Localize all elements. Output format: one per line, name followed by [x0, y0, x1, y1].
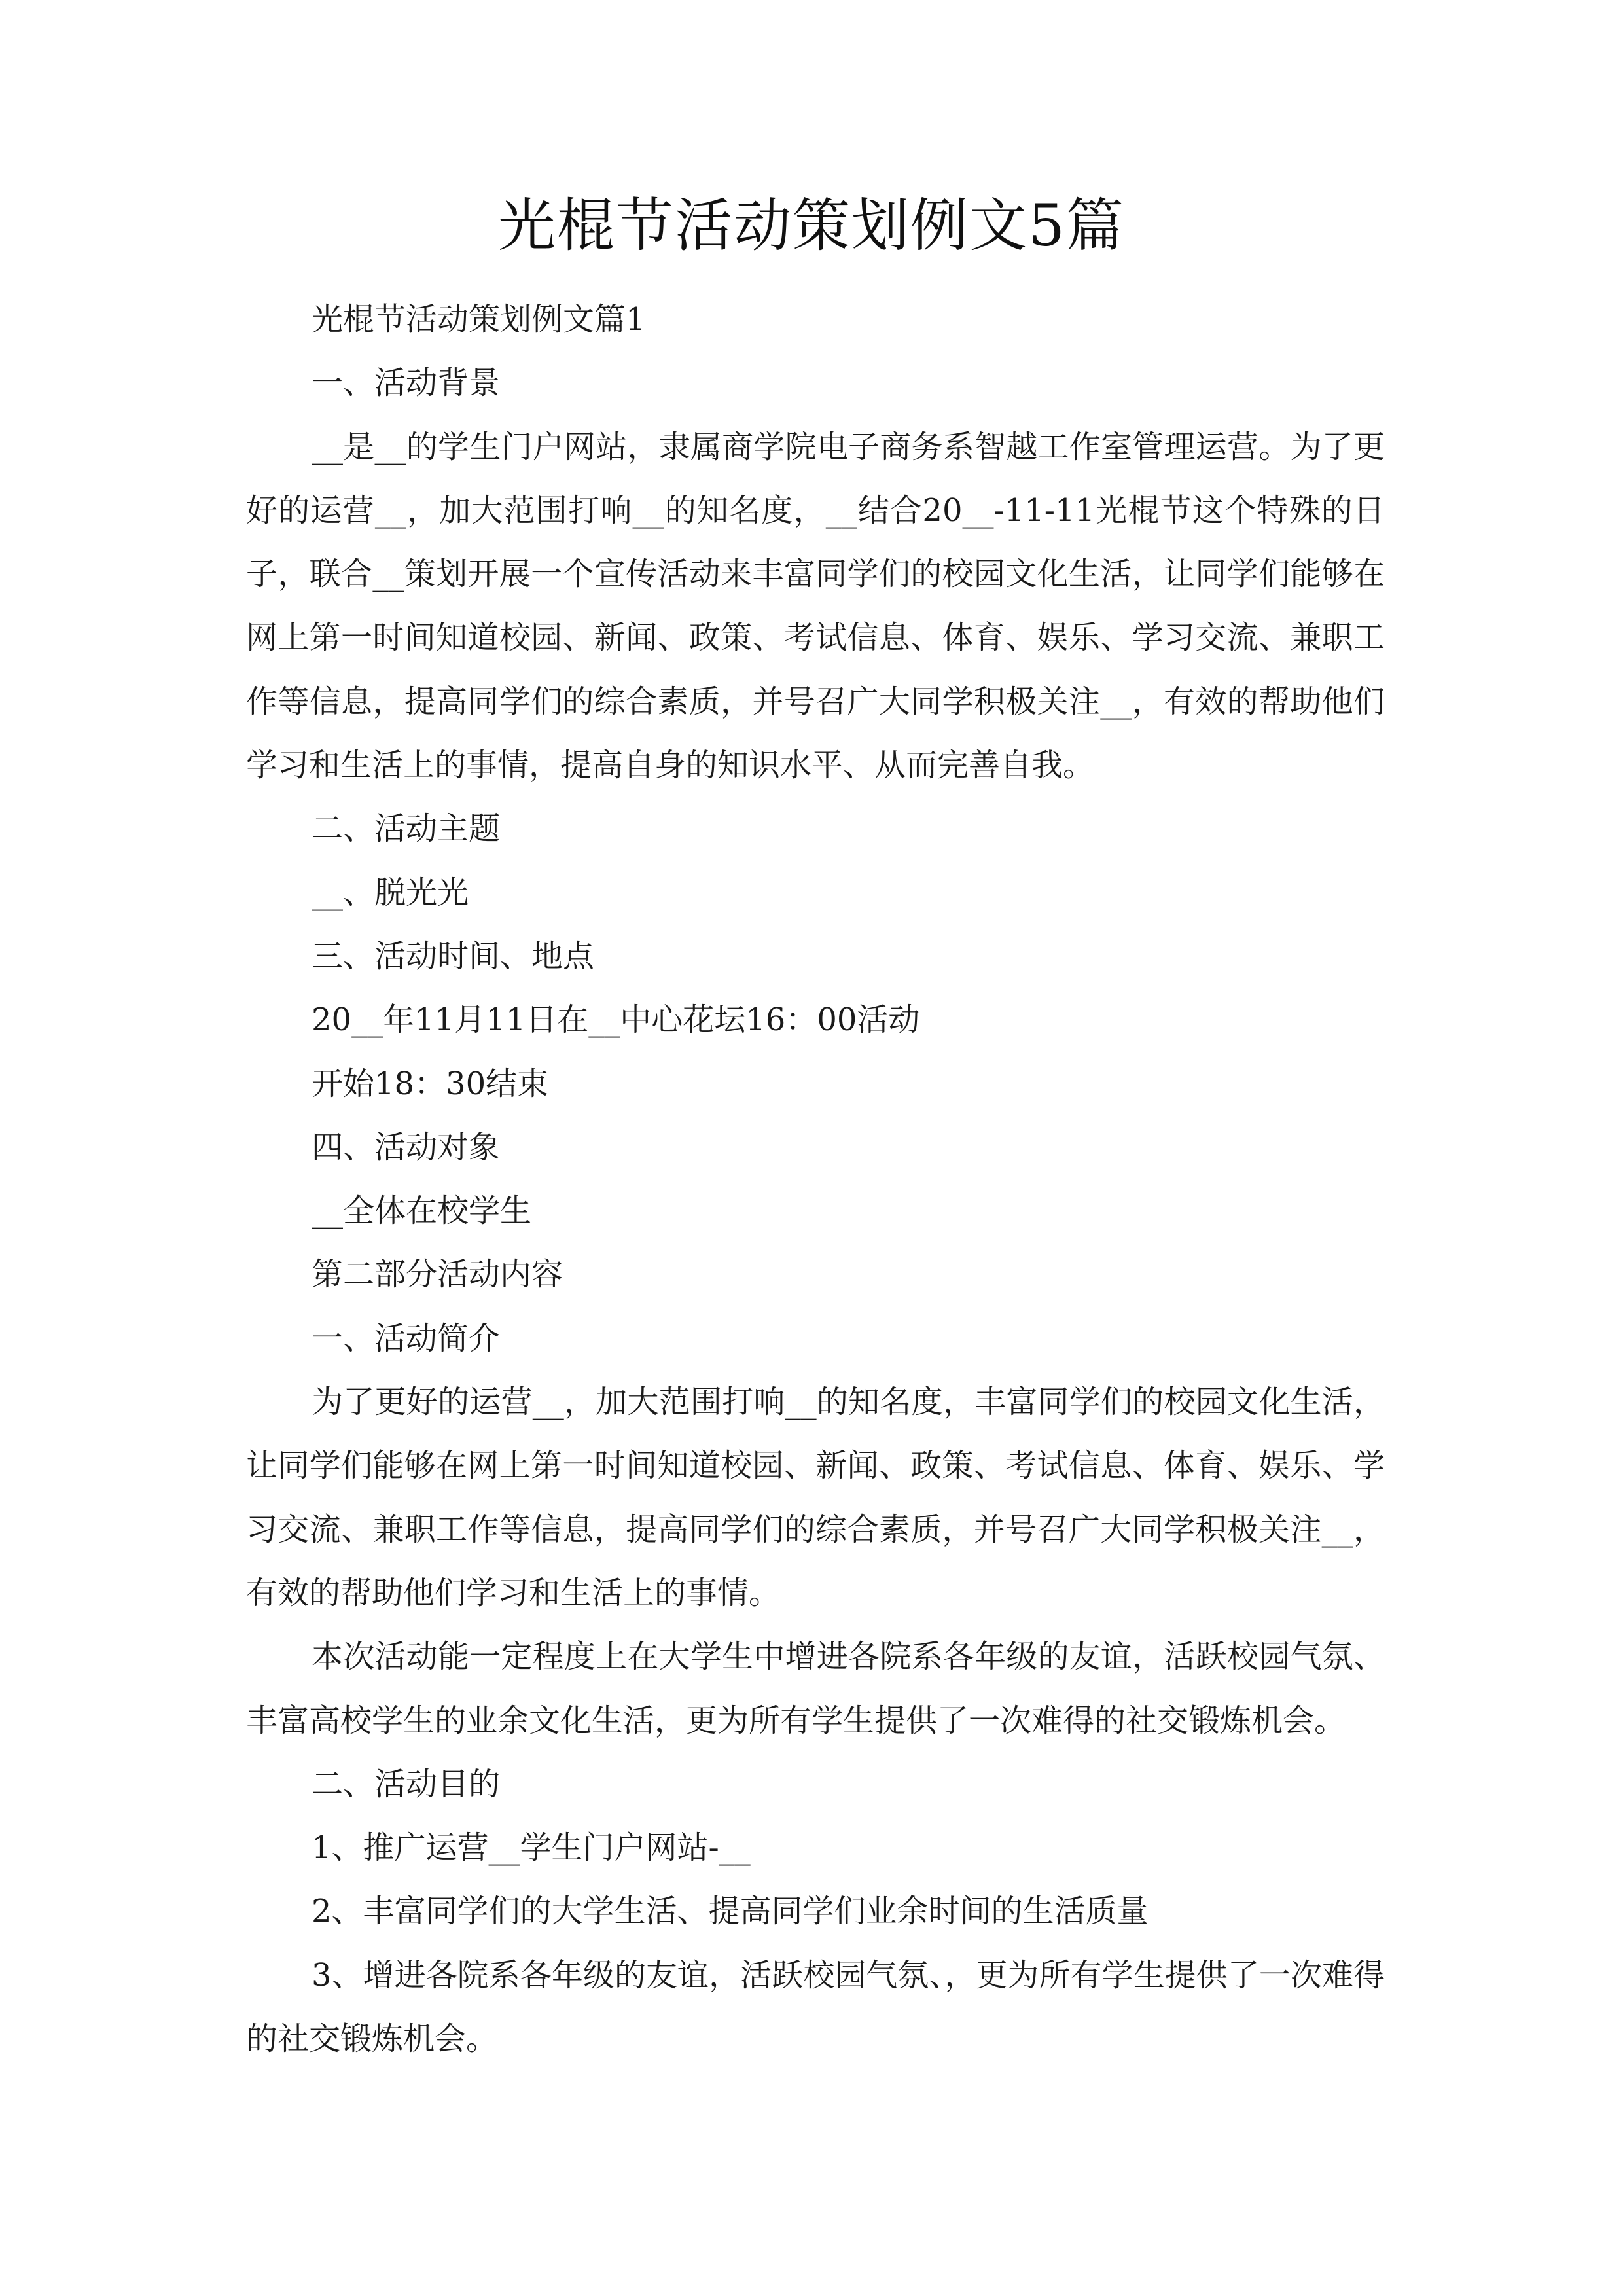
- document-title: 光棍节活动策划例文5篇: [498, 192, 1125, 259]
- subsection-heading: 二、活动目的: [312, 1765, 501, 1803]
- subsection-heading: 四、活动对象: [312, 1128, 501, 1166]
- paragraph: __全体在校学生: [312, 1193, 532, 1230]
- list-item: 1、推广运营__学生门户网站-__: [312, 1829, 751, 1867]
- paragraph: 开始18：30结束: [312, 1065, 549, 1102]
- list-item: 3、增进各院系各年级的友谊，活跃校园气氛、，更为所有学生提供了一次难得的社交锻炼机会。: [246, 1956, 1385, 2058]
- paragraph: 本次活动能一定程度上在大学生中增进各院系各年级的友谊，活跃校园气氛、丰富高校学生的业余文化生活，更为所有学生提供了一次难得的社交锻炼机会。: [246, 1638, 1385, 1739]
- subsection-heading: 三、活动时间、地点: [312, 937, 595, 975]
- subsection-heading: 二、活动主题: [312, 810, 501, 848]
- list-item: 2、丰富同学们的大学生活、提高同学们业余时间的生活质量: [312, 1893, 1149, 1930]
- paragraph: 20__年11月11日在__中心花坛16：00活动: [312, 1001, 920, 1039]
- document-body: [246, 288, 1385, 2071]
- paragraph: __、脱光光: [312, 874, 469, 911]
- paragraph: __是__的学生门户网站，隶属商学院电子商务系智越工作室管理运营。为了更好的运营__，加大范围打响__的知名度，__结合20__-11-11光棍节这个特殊的日子，联合__策划开展一个宣传活动来丰富同学们的校园文化生活，让同学们能够在网上第一时间知道校园、新闻、政策、考试信息、体育、娱乐、学习交流、兼职工作等信息，提高同学们的综合素质，并号召广大同学积极关注__，有效的帮助他们学习和生活上的事情，提高自身的知识水平、从而完善自我。: [246, 428, 1385, 784]
- section-heading: 光棍节活动策划例文篇1: [312, 301, 646, 338]
- paragraph: 为了更好的运营__，加大范围打响__的知名度，丰富同学们的校园文化生活，让同学们能够在网上第一时间知道校园、新闻、政策、考试信息、体育、娱乐、学习交流、兼职工作等信息，提高同学们的综合素质，并号召广大同学积极关注__，有效的帮助他们学习和生活上的事情。: [246, 1384, 1385, 1611]
- subsection-heading: 一、活动背景: [312, 365, 501, 402]
- section-heading: 第二部分活动内容: [312, 1256, 563, 1293]
- subsection-heading: 一、活动简介: [312, 1319, 501, 1357]
